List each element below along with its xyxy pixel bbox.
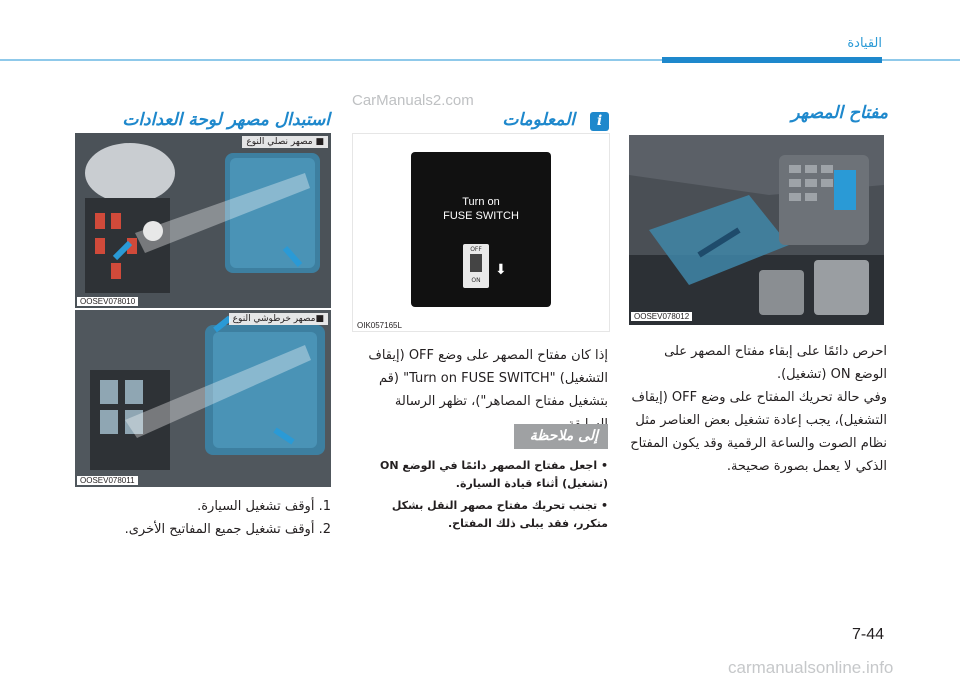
cartridge-fuse-image-code: OOSEV078011 [77, 476, 138, 485]
notice-header: إلى ملاحظة [514, 424, 608, 449]
bullet-dot: • [597, 459, 608, 472]
watermark-top: CarManuals2.com [352, 92, 474, 109]
blade-fuse-photo [75, 133, 331, 308]
switch-off-label: OFF [470, 246, 482, 253]
arrow-down-icon: ⬇ [495, 262, 507, 278]
replace-fuse-title: استبدال مصهر لوحة العدادات [122, 110, 330, 130]
notice-bullet-2-text: تجنب تحريك مفتاح مصهر النقل بشكل متكرر، فقد يبلى ذلك المفتاح. [391, 499, 608, 530]
information-title: المعلومات [502, 110, 575, 130]
cartridge-fuse-photo [75, 310, 331, 487]
cluster-display [411, 152, 551, 307]
fuse-switch-title: مفتاح المصهر [791, 103, 888, 123]
cartridge-fuse-caption: ■مصهر خرطوشي النوع [229, 313, 328, 325]
fuse-switch-image-code: OOSEV078012 [631, 312, 692, 321]
information-paragraph: إذا كان مفتاح المصهر على وضع OFF (إيقاف التشغيل) "Turn on FUSE SWITCH" (قم بتشغيل مفتاح المصاهر")، تظهر الرسالة [368, 348, 608, 409]
watermark-bottom: carmanualsonline.info [728, 658, 894, 677]
section-title: القيادة [847, 36, 882, 51]
cluster-image-code: OIK057165L [354, 321, 405, 330]
step-1: 1. أوقف تشغيل السيارة. [197, 499, 331, 514]
cluster-message-figure [352, 133, 610, 332]
header-accent-bar [662, 57, 882, 63]
fuse-switch-paragraph-2: وفي حالة تحريك المفتاح على وضع OFF (إيقاف التشغيل)، يجب إعادة تشغيل بعض العناصر مثل نظام الصوت والساعة الرقمية وقد يكون المفتاح الذكي لا يعمل بصورة صحيحة. [630, 390, 887, 474]
step-2: 2. أوقف تشغيل جميع المفاتيح الأخرى. [124, 522, 331, 537]
bullet-dot: • [597, 499, 608, 512]
info-icon: i [590, 112, 609, 131]
blade-fuse-image-code: OOSEV078010 [77, 297, 138, 306]
notice-bullet-2 [355, 497, 608, 533]
fuse-switch-photo [629, 135, 884, 325]
notice-bullet-1 [355, 457, 608, 493]
switch-toggle [470, 254, 482, 272]
fuse-switch-graphic [463, 244, 489, 288]
switch-on-label: ON [471, 277, 481, 284]
display-line-1: Turn on [462, 196, 500, 208]
page-number: 7-44 [852, 626, 885, 643]
notice-bullet-1-text: اجعل مفتاح المصهر دائمًا في الوضع ON (تشغيل) أثناء قيادة السيارة. [380, 459, 608, 490]
blade-fuse-caption: ■ مصهر نصلي النوع [242, 136, 328, 148]
fuse-switch-paragraph-1: احرص دائمًا على إبقاء مفتاح المصهر على الوضع ON (تشغيل). [664, 344, 887, 382]
display-line-2: FUSE SWITCH [443, 210, 519, 222]
